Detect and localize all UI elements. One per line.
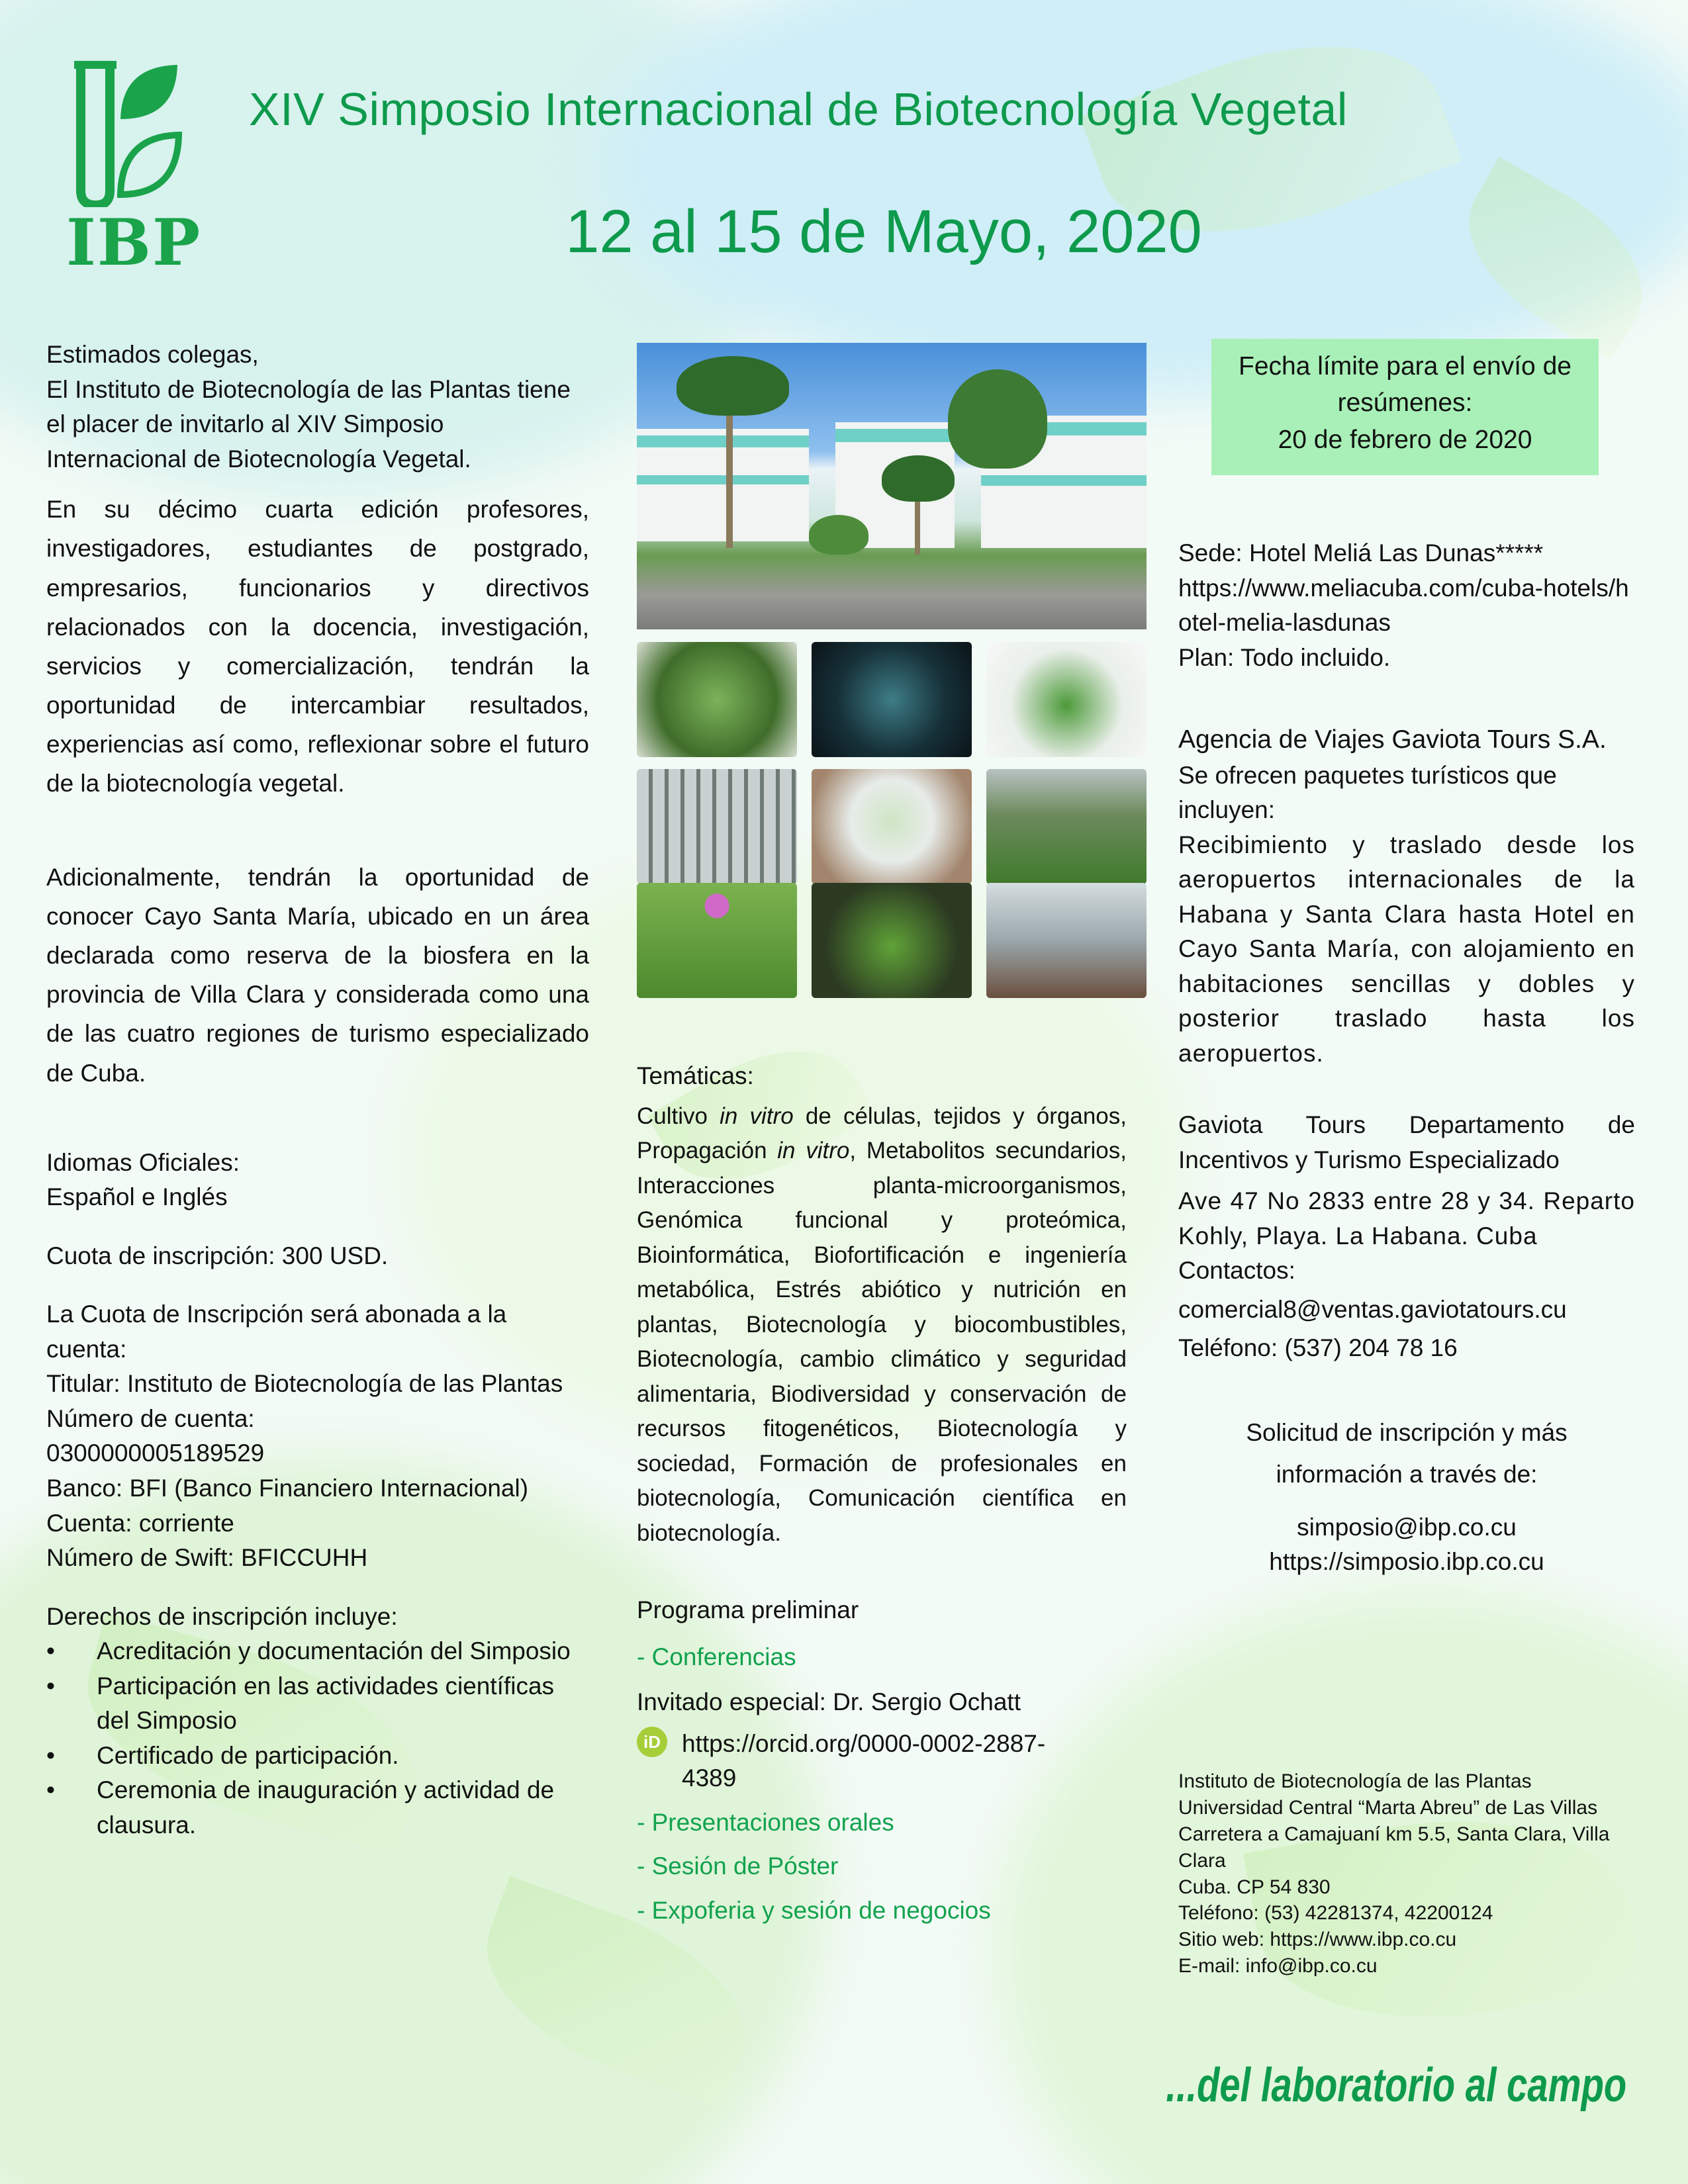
photo-collage bbox=[637, 343, 1147, 998]
registration-request: Solicitud de inscripción y más información a través de: bbox=[1246, 1419, 1568, 1488]
address-line: Carretera a Camajuaní km 5.5, Santa Clara, Villa Clara bbox=[1178, 1823, 1610, 1872]
list-item: • Ceremonia de inauguración y actividad de clausura. bbox=[46, 1773, 589, 1843]
contact-email[interactable]: comercial8@ventas.gaviotatours.cu bbox=[1178, 1295, 1567, 1323]
address-line: Cuba. CP 54 830 bbox=[1178, 1876, 1331, 1898]
plant-tube-icon bbox=[66, 58, 199, 207]
edition-paragraph: En su décimo cuarta edición profesores, investigadores, estudiantes de postgrado, empresarios, funcionarios y directivos relacionados con la docencia, investigación, servicios y comercialización, tendrán la oportunidad de intercambiar resultados, experiencias así como, reflexionar sobre el futuro de la biotecnología vegetal. bbox=[46, 496, 589, 797]
program-item-expo: - Expoferia y sesión de negocios bbox=[637, 1896, 991, 1924]
agency-address: Ave 47 No 2833 entre 28 y 34. Reparto Kohly, Playa. La Habana. Cuba bbox=[1178, 1187, 1635, 1250]
deadline-label: Fecha límite para el envío de resúmenes: bbox=[1239, 352, 1571, 418]
languages-value: Español e Inglés bbox=[46, 1183, 228, 1211]
packages-intro: Se ofrecen paquetes turísticos que incluyen: bbox=[1178, 761, 1557, 824]
address-line: Instituto de Biotecnología de las Plantas bbox=[1178, 1770, 1532, 1792]
venue: Sede: Hotel Meliá Las Dunas***** bbox=[1178, 539, 1544, 567]
agency-department: Gaviota Tours Departamento de Incentivos y Turismo Especializado bbox=[1178, 1111, 1635, 1173]
account-number: 0300000005189529 bbox=[46, 1439, 265, 1467]
event-dates: 12 al 15 de Mayo, 2020 bbox=[565, 198, 1202, 265]
growth-room-photo bbox=[637, 769, 797, 884]
account-number-label: Número de cuenta: bbox=[46, 1404, 255, 1432]
seedling-photo bbox=[812, 883, 972, 998]
logo-text: IBP bbox=[66, 205, 202, 280]
contact-phone: Teléfono: (537) 204 78 16 bbox=[1178, 1334, 1458, 1362]
account-type: Cuenta: corriente bbox=[46, 1509, 234, 1537]
registration-fee: Cuota de inscripción: 300 USD. bbox=[46, 1242, 389, 1269]
list-item: • Acreditación y documentación del Simposio bbox=[46, 1634, 589, 1669]
packages-detail: Recibimiento y traslado desde los aeropuertos internacionales de la Habana y Santa Clara hasta Hotel en Cayo Santa María, con alojamiento en habitaciones sencillas y dobles y posterior traslado hasta los aeropuertos. bbox=[1178, 831, 1635, 1067]
address-line: Universidad Central “Marta Abreu” de Las Villas bbox=[1178, 1796, 1598, 1819]
program-label: Programa preliminar bbox=[637, 1596, 859, 1624]
address-website[interactable]: Sitio web: https://www.ibp.co.cu bbox=[1178, 1929, 1457, 1951]
container-culture-photo bbox=[812, 769, 972, 884]
orcid-icon: iD bbox=[637, 1727, 667, 1757]
page-title: XIV Simposio Internacional de Biotecnología Vegetal bbox=[249, 83, 1348, 135]
languages-label: Idiomas Oficiales: bbox=[46, 1148, 240, 1176]
topics-label: Temáticas: bbox=[637, 1062, 754, 1089]
address-line: Teléfono: (53) 42281374, 42200124 bbox=[1178, 1902, 1493, 1925]
deadline-date: 20 de febrero de 2020 bbox=[1278, 425, 1532, 454]
deadline-box bbox=[1211, 339, 1599, 475]
address-email[interactable]: E-mail: info@ibp.co.cu bbox=[1178, 1955, 1378, 1978]
program-item-poster: - Sesión de Póster bbox=[637, 1852, 839, 1880]
bank-name: Banco: BFI (Banco Financiero Internacional) bbox=[46, 1475, 529, 1502]
embryo-microscope-photo bbox=[812, 642, 972, 757]
simposio-email[interactable]: simposio@ibp.co.cu bbox=[1297, 1513, 1517, 1541]
payment-intro: La Cuota de Inscripción será abonada a la cuenta: bbox=[46, 1300, 507, 1363]
orchid-photo bbox=[637, 883, 797, 998]
meal-plan: Plan: Todo incluido. bbox=[1178, 643, 1391, 671]
plantlet-photo bbox=[986, 642, 1147, 757]
middle-column bbox=[637, 1059, 1127, 1928]
classroom-photo bbox=[986, 883, 1147, 998]
venue-link[interactable]: https://www.meliacuba.com/cuba-hotels/hotel-melia-lasdunas bbox=[1178, 574, 1629, 637]
swift-code: Número de Swift: BFICCUHH bbox=[46, 1544, 368, 1572]
contacts-label: Contactos: bbox=[1178, 1257, 1295, 1285]
travel-agency: Agencia de Viajes Gaviota Tours S.A. bbox=[1178, 725, 1607, 754]
invitation-paragraph: El Instituto de Biotecnología de las Plantas tiene el placer de invitarlo al XIV Simposio Internacional de Biotecnología Vegetal. bbox=[46, 375, 571, 473]
plant-culture-photo bbox=[637, 642, 797, 757]
list-item: • Certificado de participación. bbox=[46, 1739, 589, 1774]
list-item: • Participación en las actividades científicas del Simposio bbox=[46, 1669, 589, 1739]
additional-paragraph: Adicionalmente, tendrán la oportunidad de conocer Cayo Santa María, ubicado en un área declarada como reserva de la biosfera en la provincia de Villa Clara y considerada como una de las cuatro regiones de turismo especializado de Cuba. bbox=[46, 863, 589, 1087]
simposio-website[interactable]: https://simposio.ibp.co.cu bbox=[1269, 1548, 1544, 1576]
account-holder: Titular: Instituto de Biotecnología de las Plantas bbox=[46, 1370, 563, 1398]
orcid-link-row bbox=[637, 1727, 1127, 1796]
left-column bbox=[46, 338, 589, 1843]
right-column bbox=[1178, 536, 1635, 1580]
rights-list bbox=[46, 1634, 589, 1843]
rights-label: Derechos de inscripción incluye: bbox=[46, 1602, 398, 1630]
slogan: ...del laboratorio al campo bbox=[1166, 2059, 1626, 2112]
institute-building-photo bbox=[637, 343, 1147, 629]
program-item-conferences: - Conferencias bbox=[637, 1643, 796, 1670]
orcid-link[interactable]: https://orcid.org/0000-0002-2887-4389 bbox=[682, 1729, 1046, 1792]
institute-address bbox=[1178, 1768, 1635, 1979]
greeting: Estimados colegas, bbox=[46, 341, 259, 368]
program-item-oral: - Presentaciones orales bbox=[637, 1808, 894, 1836]
special-guest: Invitado especial: Dr. Sergio Ochatt bbox=[637, 1688, 1021, 1716]
greenhouse-photo bbox=[986, 769, 1147, 884]
topics-text: Cultivo in vitro de células, tejidos y órganos, Propagación in vitro, Metabolitos secundarios, Interacciones planta-microorganismos, Genómica funcional y proteómica, Bioinformática, Biofortificación e ingeniería metabólica, Estrés abiótico y nutrición en plantas, Biotecnología y biocombustibles, Biotecnología, cambio climático y seguridad alimentaria, Biodiversidad y conservación de recursos fitogenéticos, Biotecnología y sociedad, Formación de profesionales en biotecnología, Comunicación científica en biotecnología. bbox=[637, 1103, 1127, 1546]
